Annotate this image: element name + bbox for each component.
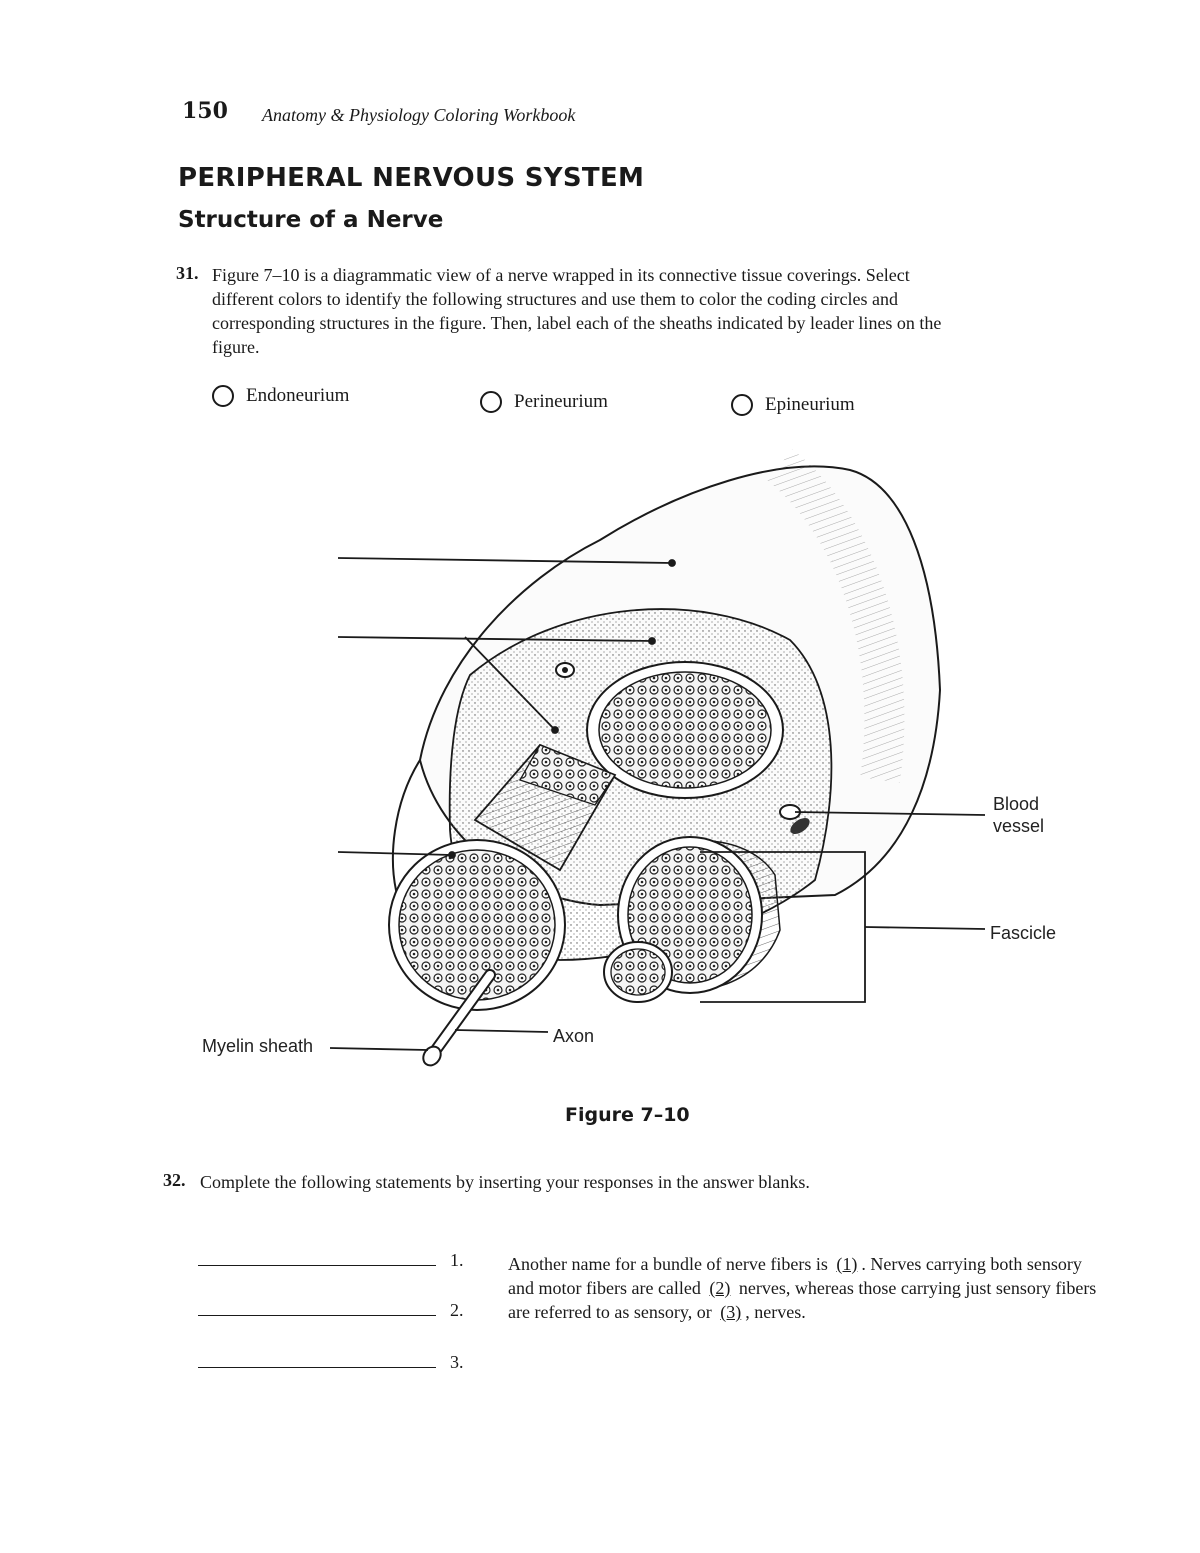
question-31-number: 31. bbox=[176, 263, 199, 283]
leader-line-myelin bbox=[330, 1048, 428, 1050]
question-32-text: Complete the following statements by inserting your responses in the answer blanks. bbox=[200, 1172, 810, 1192]
leader-line-axon bbox=[455, 1030, 548, 1032]
coding-circle[interactable] bbox=[212, 385, 234, 407]
answer-blank[interactable] bbox=[198, 1315, 436, 1316]
label-myelin-sheath: Myelin sheath bbox=[202, 1036, 314, 1056]
coding-circle[interactable] bbox=[731, 394, 753, 416]
figure-caption: Figure 7–10 bbox=[565, 1104, 690, 1126]
section-title: PERIPHERAL NERVOUS SYSTEM bbox=[178, 163, 645, 193]
leader-line-fascicle bbox=[865, 927, 985, 929]
book-title: Anatomy & Physiology Coloring Workbook bbox=[262, 105, 576, 125]
label-blood-vessel: Blood vessel bbox=[993, 794, 1045, 836]
coding-item-endoneurium[interactable] bbox=[212, 385, 349, 407]
coding-label: Endoneurium bbox=[246, 385, 350, 406]
fascicle-upper bbox=[587, 662, 783, 798]
coding-label: Epineurium bbox=[765, 394, 855, 415]
answer-blank[interactable] bbox=[198, 1367, 436, 1368]
statement-text: . Nerves carrying both sensory and motor fibers are called bbox=[508, 1254, 1082, 1298]
fill-in-statement bbox=[508, 1252, 1098, 1324]
question-32-number: 32. bbox=[163, 1170, 186, 1190]
label-axon: Axon bbox=[553, 1026, 595, 1046]
coding-label: Perineurium bbox=[514, 391, 608, 412]
coding-circle[interactable] bbox=[480, 391, 502, 413]
blank-3: (3) bbox=[720, 1302, 742, 1322]
answer-row-2[interactable] bbox=[198, 1300, 464, 1321]
answer-number: 2. bbox=[450, 1300, 464, 1320]
fascicle-small bbox=[604, 942, 672, 1002]
blank-1: (1) bbox=[836, 1254, 858, 1274]
statement-text: , nerves. bbox=[745, 1302, 806, 1322]
coding-item-perineurium[interactable] bbox=[480, 391, 608, 413]
answer-row-1[interactable] bbox=[198, 1250, 464, 1271]
answer-number: 3. bbox=[450, 1352, 464, 1372]
subsection-title: Structure of a Nerve bbox=[178, 207, 444, 233]
answer-row-3[interactable] bbox=[198, 1352, 464, 1373]
statement-text: nerves, whereas those carrying just sensory fibers are referred to as sensory, or bbox=[508, 1278, 1097, 1322]
nerve-diagram bbox=[0, 440, 1200, 1090]
question-31-text: Figure 7–10 is a diagrammatic view of a nerve wrapped in its connective tissue coverings. Select different colors to identify the following structures and use them to color the coding circles and corresponding structures in the figure. Then, label each of the sheaths indicated by leader lines on the figure. bbox=[212, 265, 942, 357]
answer-blank[interactable] bbox=[198, 1265, 436, 1266]
blank-2: (2) bbox=[709, 1278, 731, 1298]
statement-text: Another name for a bundle of nerve fibers is bbox=[508, 1254, 828, 1274]
label-fascicle: Fascicle bbox=[990, 923, 1057, 943]
coding-item-epineurium[interactable] bbox=[731, 394, 855, 416]
page-number: 150 bbox=[182, 98, 228, 124]
answer-number: 1. bbox=[450, 1250, 464, 1270]
